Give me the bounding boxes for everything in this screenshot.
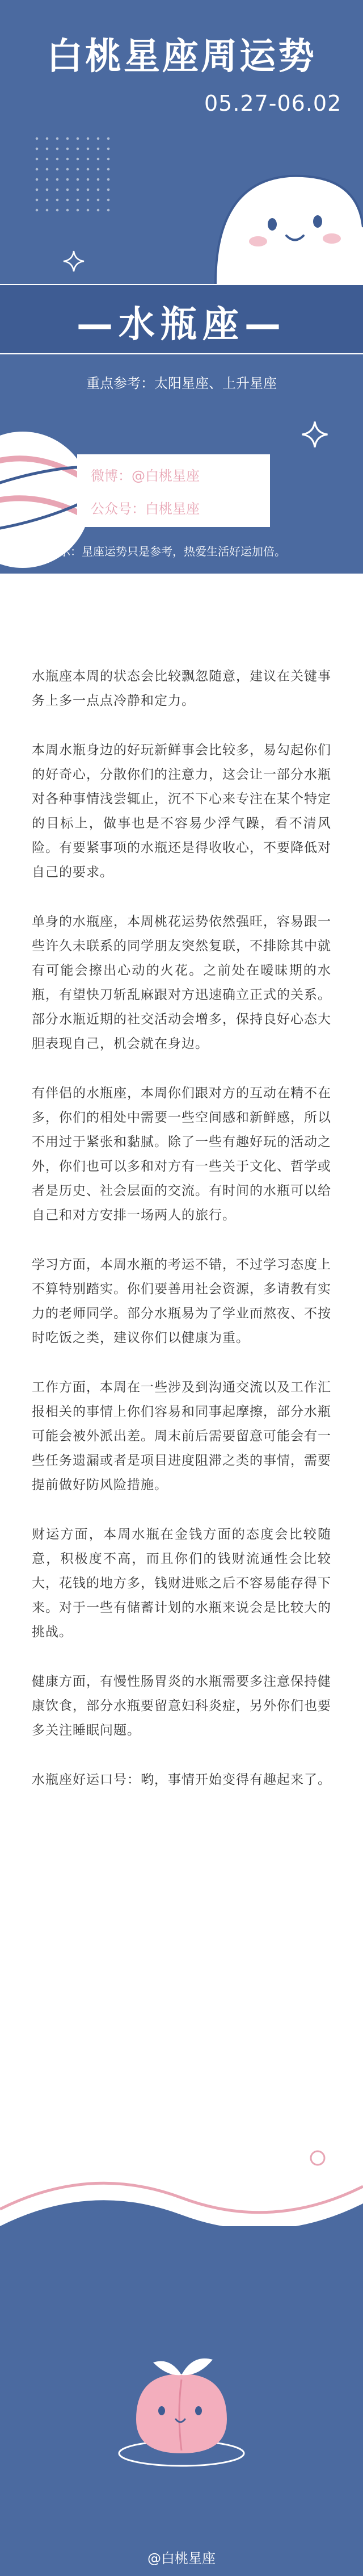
zodiac-title: —水瓶座— bbox=[77, 304, 286, 346]
paragraph: 水瓶座好运口号：哟，事情开始变得有趣起来了。 bbox=[32, 1772, 331, 1787]
header bbox=[0, 0, 363, 574]
paragraph: 单身的水瓶座，本周桃花运势依然强旺，容易跟一些许久未联系的同学朋友突然复联，不排除其中就有可能会擦出心动的火花。之前处在暧昧期的水瓶，有望快刀斩乱麻跟对方迅速确立正式的关系。部分水瓶近期的社交活动会增多，保持良好心态大胆表现自己，机会就在身边。 bbox=[32, 914, 331, 1051]
date-range: 05.27-06.02 bbox=[204, 91, 342, 116]
weibo-handle: 微博：@白桃星座 bbox=[91, 468, 200, 484]
paragraph: 水瓶座本周的状态会比较飘忽随意，建议在关键事务上多一点点冷静和定力。 bbox=[32, 669, 331, 708]
paragraph: 有伴侣的水瓶座，本周你们跟对方的互动在精不在多，你们的相处中需要一些空间感和新鲜感，所以不用过于紧张和黏腻。除了一些有趣好玩的活动之外，你们也可以多和对方有一些关于文化、哲学或者是历史、社会层面的交流。有时间的水瓶可以给自己和对方安排一场两人的旅行。 bbox=[32, 1086, 331, 1223]
paragraph: 健康方面，有慢性肠胃炎的水瓶需要多注意保持健康饮食，部分水瓶要留意妇科炎症，另外你们也要多关注睡眠问题。 bbox=[32, 1674, 331, 1738]
paragraph: 工作方面，本周在一些涉及到沟通交流以及工作汇报相关的事情上你们容易和同事起摩擦，部分水瓶可能会被外派出差。周末前后需要留意可能会有一些任务遗漏或者是项目进度阻滞之类的事情，需要提前做好防风险措施。 bbox=[32, 1380, 331, 1492]
paragraph: 学习方面，本周水瓶的考运不错，不过学习态度上不算特别踏实。你们要善用社会资源，多请教有实力的老师同学。部分水瓶易为了学业而熬夜、不按时吃饭之类，建议你们以健康为重。 bbox=[32, 1257, 331, 1345]
horoscope-body bbox=[32, 664, 331, 1817]
dot-pattern bbox=[32, 133, 117, 213]
sparkle-icon bbox=[62, 250, 85, 273]
info-card bbox=[77, 454, 270, 527]
reference-note: 重点参考：太阳星座、上升星座 bbox=[86, 375, 277, 391]
public-account: 公众号：白桃星座 bbox=[91, 501, 200, 517]
paragraph: 本周水瓶身边的好玩新鲜事会比较多，易勾起你们的好奇心，分散你们的注意力，这会让一部分水瓶对各种事情浅尝辄止，沉不下心来专注在某个特定的目标上，做事也是不容易少浮气躁，看不清风险。有要紧事项的水瓶还是得收收心，不要降低对自己的要求。 bbox=[32, 743, 331, 880]
paragraph: 财运方面，本周水瓶在金钱方面的态度会比较随意，积极度不高，而且你们的钱财流通性会比较大，花钱的地方多，钱财进账之后不容易能存得下来。对于一些有储蓄计划的水瓶来说会是比较大的挑战。 bbox=[32, 1527, 331, 1640]
sparkle-icon bbox=[301, 420, 329, 449]
footer bbox=[0, 2039, 363, 2576]
peach-icon bbox=[113, 2340, 250, 2476]
tip-note: 温馨提示：星座运势只是参考，热爱生活好运加倍。 bbox=[25, 545, 286, 558]
footer-handle: @白桃星座 bbox=[147, 2550, 216, 2566]
header-title: 白桃星座周运势 bbox=[47, 36, 316, 78]
cloud-ghost-icon bbox=[204, 142, 363, 290]
zodiac-banner bbox=[0, 284, 363, 354]
